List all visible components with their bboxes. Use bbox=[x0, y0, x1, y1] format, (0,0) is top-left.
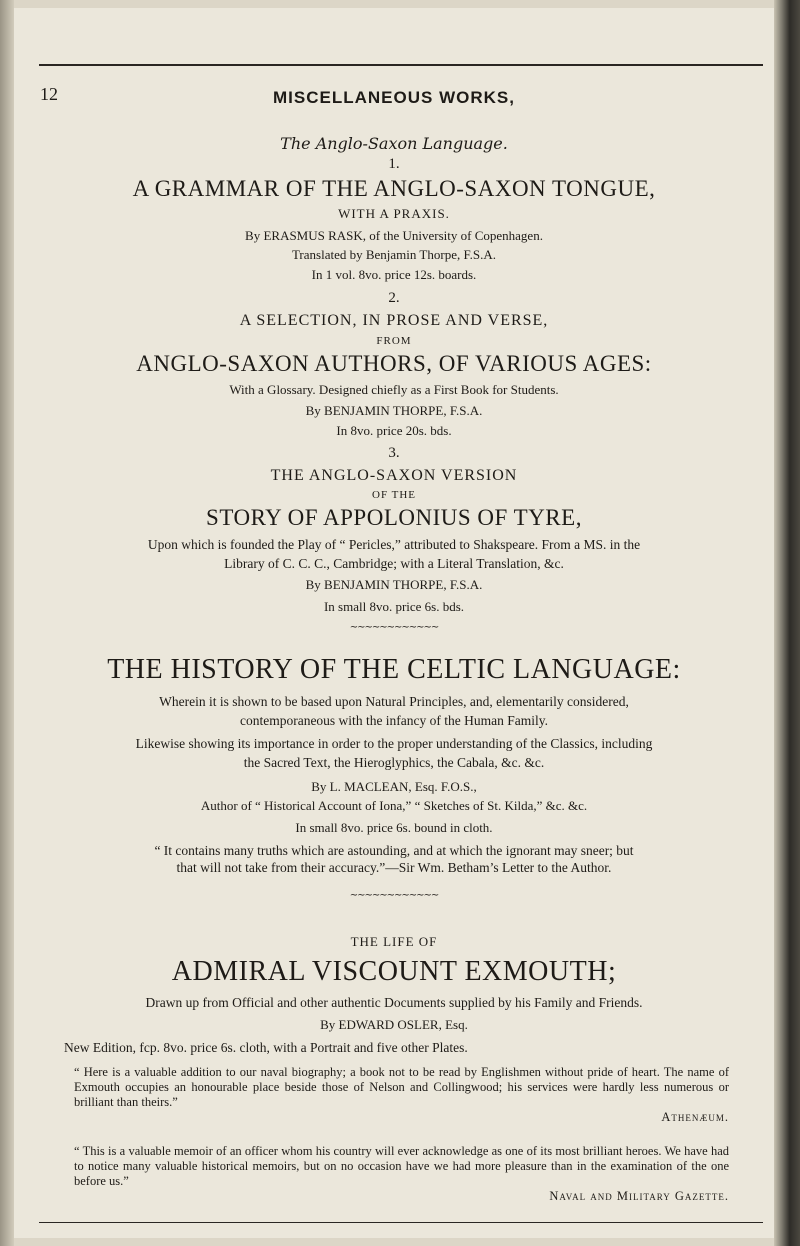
entry-1-author: By ERASMUS RASK, of the University of Copenhagen. bbox=[245, 228, 543, 243]
celtic-quote-line2: that will not take from their accuracy.”—Sir Wm. Betham’s Letter to the Author. bbox=[176, 860, 612, 875]
entry-2-description: With a Glossary. Designed chiefly as a First Book for Students. bbox=[229, 382, 559, 397]
exmouth-author: By EDWARD OSLER, Esq. bbox=[320, 1017, 468, 1032]
review-1-text: “ Here is a valuable addition to our naval biography; a book not to be read by Englishmen without pride of heart. The name of Exmouth occupies an honourable place beside those of Nelson and Collingwood; his services were hardly less numerous or brilliant than theirs.” bbox=[74, 1065, 729, 1109]
celtic-price: In small 8vo. price 6s. bound in cloth. bbox=[295, 820, 493, 835]
entry-3-of-the: OF THE bbox=[372, 489, 416, 501]
entry-1-subtitle: WITH A PRAXIS. bbox=[338, 206, 450, 221]
celtic-line1: Wherein it is shown to be based upon Natural Principles, and, elementarily considered, bbox=[159, 694, 629, 709]
entry-3-number: 3. bbox=[388, 445, 400, 461]
exmouth-description: Drawn up from Official and other authentic Documents supplied by his Family and Friends. bbox=[145, 995, 643, 1010]
celtic-author: By L. MACLEAN, Esq. F.O.S., bbox=[311, 779, 477, 794]
celtic-line4: the Sacred Text, the Hieroglyphics, the Cabala, &c. &c. bbox=[243, 755, 545, 770]
entry-3-description-line2: Library of C. C. C., Cambridge; with a Literal Translation, &c. bbox=[224, 556, 564, 571]
section-heading: The Anglo-Saxon Language. bbox=[280, 134, 508, 153]
celtic-author-of: Author of “ Historical Account of Iona,” “ Sketches of St. Kilda,” &c. &c. bbox=[200, 798, 588, 813]
entry-2-title-line2: ANGLO-SAXON AUTHORS, OF VARIOUS AGES: bbox=[136, 351, 652, 376]
entry-2-from: FROM bbox=[376, 335, 412, 347]
entry-2-number: 2. bbox=[388, 290, 400, 306]
entry-3-price: In small 8vo. price 6s. bds. bbox=[323, 599, 465, 614]
review-2-text: “ This is a valuable memoir of an officer whom his country will ever acknowledge as one of its most brilliant heroes. We have had to notice many valuable historical memoirs, but on no occasion have we had more pleasure than in the examination of the one before us.” bbox=[74, 1144, 729, 1188]
entry-2-title-line1: A SELECTION, IN PROSE AND VERSE, bbox=[239, 312, 549, 329]
celtic-line2: contemporaneous with the infancy of the Human Family. bbox=[239, 713, 549, 728]
page-left-edge bbox=[0, 0, 14, 1246]
exmouth-pre-title: THE LIFE OF bbox=[350, 934, 438, 949]
running-head: MISCELLANEOUS WORKS, bbox=[273, 88, 515, 107]
celtic-quote-line1: “ It contains many truths which are astounding, and at which the ignorant may sneer; but bbox=[154, 843, 634, 858]
entry-1-price: In 1 vol. 8vo. price 12s. boards. bbox=[311, 267, 477, 282]
entry-3-description-line1: Upon which is founded the Play of “ Pericles,” attributed to Shakspeare. From a MS. in the bbox=[147, 537, 641, 552]
entry-3-title-line2: STORY OF APPOLONIUS OF TYRE, bbox=[206, 505, 582, 530]
divider-2: ∼∼∼∼∼∼∼∼∼∼∼∼ bbox=[349, 890, 439, 901]
entry-3-title-line1: THE ANGLO-SAXON VERSION bbox=[270, 467, 518, 484]
entry-1-translator: Translated by Benjamin Thorpe, F.S.A. bbox=[291, 247, 497, 262]
exmouth-title: ADMIRAL VISCOUNT EXMOUTH; bbox=[171, 956, 617, 987]
entry-1-number: 1. bbox=[388, 156, 400, 172]
entry-2-author: By BENJAMIN THORPE, F.S.A. bbox=[305, 403, 483, 418]
entry-2-price: In 8vo. price 20s. bds. bbox=[336, 423, 452, 438]
page bbox=[14, 8, 774, 1238]
celtic-line3: Likewise showing its importance in order to the proper understanding of the Classics, including bbox=[135, 736, 653, 751]
book-spine bbox=[774, 0, 800, 1246]
entry-3-author: By BENJAMIN THORPE, F.S.A. bbox=[305, 577, 483, 592]
review-2-source: Naval and Military Gazette. bbox=[549, 1189, 729, 1203]
divider-1: ∼∼∼∼∼∼∼∼∼∼∼∼ bbox=[349, 622, 439, 633]
page-number: 12 bbox=[40, 84, 58, 104]
entry-1-title: A GRAMMAR OF THE ANGLO-SAXON TONGUE, bbox=[132, 176, 656, 201]
exmouth-review-1 bbox=[74, 1065, 729, 1125]
header-rule bbox=[39, 64, 763, 66]
footer-rule bbox=[39, 1222, 763, 1223]
review-1-source: Athenæum. bbox=[661, 1110, 729, 1124]
exmouth-review-2 bbox=[74, 1144, 729, 1204]
celtic-title: THE HISTORY OF THE CELTIC LANGUAGE: bbox=[107, 654, 681, 685]
exmouth-edition: New Edition, fcp. 8vo. price 6s. cloth, with a Portrait and five other Plates. bbox=[64, 1040, 468, 1055]
